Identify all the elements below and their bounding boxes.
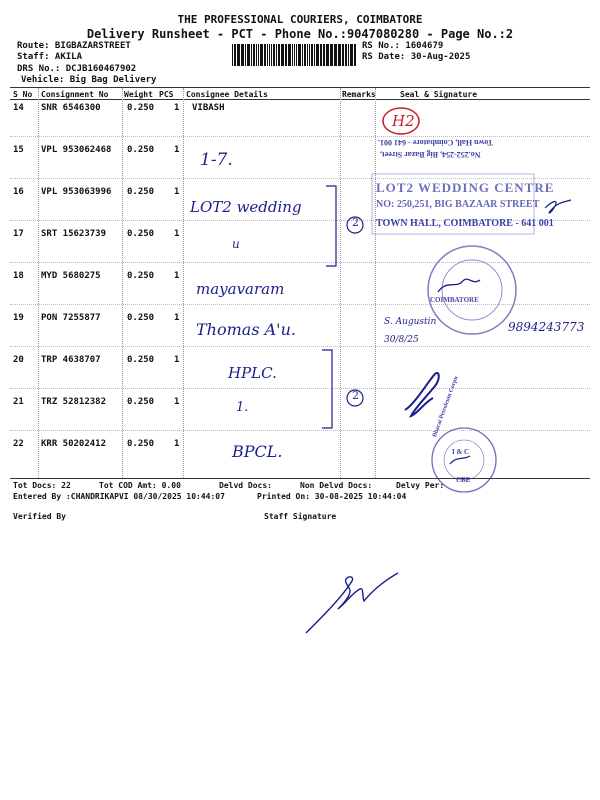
cell-consignee: VIBASH	[192, 103, 225, 113]
cell-consignment-no: SRT 15623739	[41, 229, 107, 239]
bracket-circle-2	[347, 390, 363, 406]
red-seal-mark: H2	[392, 112, 415, 130]
col-header-consignee: Consignee Details	[186, 90, 268, 99]
col-header-pcs: PCS	[159, 90, 174, 99]
cell-weight: 0.250	[127, 397, 155, 407]
cell-pcs: 1	[174, 145, 180, 155]
stamp-round-18: COIMBATORE	[430, 296, 479, 304]
cell-sno: 21	[13, 397, 24, 407]
bracket-count-2: 2	[352, 389, 359, 402]
cell-weight: 0.250	[127, 145, 155, 155]
cell-consignment-no: PON 7255877	[41, 313, 101, 323]
cell-sno: 17	[13, 229, 24, 239]
signature-row19: S. Augustin 30/8/25	[384, 317, 437, 345]
handwriting-row21: 1.	[236, 400, 249, 415]
cell-pcs: 1	[174, 439, 180, 449]
cell-consignment-no: KRR 50202412	[41, 439, 107, 449]
stamp-townhall-line2: No.252-254, Big Bazar Street,	[380, 150, 481, 159]
footer-tot-cod: Tot COD Amt: 0.00	[99, 481, 181, 490]
handwriting-row22: BPCL.	[232, 442, 283, 461]
stamp-wedding-line3: TOWN HALL, COIMBATORE - 641 001	[376, 218, 554, 229]
cell-weight: 0.250	[127, 187, 155, 197]
handwriting-row20: HPLC.	[228, 364, 277, 382]
cell-consignment-no: TRP 4638707	[41, 355, 101, 365]
cell-weight: 0.250	[127, 355, 155, 365]
handwriting-row16: LOT2 wedding	[190, 198, 302, 216]
bracket-rows-16-17	[326, 186, 336, 266]
signature-row18	[438, 279, 480, 292]
footer-delvy-per: Delvy Per:	[396, 481, 445, 490]
cell-sno: 19	[13, 313, 24, 323]
route-label: Route: BIGBAZARSTREET	[17, 41, 131, 51]
signature-scribble-16	[545, 200, 571, 213]
col-header-seal: Seal & Signature	[400, 90, 478, 99]
cell-weight: 0.250	[127, 313, 155, 323]
wedding-stamp-border	[372, 174, 534, 234]
cell-pcs: 1	[174, 355, 180, 365]
staff-label: Staff: AKILA	[17, 52, 83, 62]
footer-printed-on: Printed On: 30-08-2025 10:44:04	[257, 492, 407, 501]
handwriting-row19: Thomas A'u.	[196, 320, 296, 339]
cell-pcs: 1	[174, 397, 180, 407]
cell-weight: 0.250	[127, 439, 155, 449]
cell-consignment-no: SNR 6546300	[41, 103, 101, 113]
cell-sno: 18	[13, 271, 24, 281]
round-stamp-18-inner	[442, 260, 502, 320]
cell-consignment-no: VPL 953062468	[41, 145, 112, 155]
cell-pcs: 1	[174, 229, 180, 239]
round-stamp-22-inner	[444, 440, 484, 480]
cell-pcs: 1	[174, 187, 180, 197]
verified-by-label: Verified By	[13, 512, 66, 521]
red-oval-seal	[383, 108, 419, 134]
cell-consignment-no: VPL 953063996	[41, 187, 112, 197]
stamp-wedding-line2: NO: 250,251, BIG BAZAAR STREET	[376, 199, 540, 210]
col-header-weight: Weight	[124, 90, 153, 99]
cell-sno: 16	[13, 187, 24, 197]
signature-scribble-20	[405, 373, 439, 416]
cell-sno: 15	[13, 145, 24, 155]
handwriting-row17: u	[232, 237, 240, 251]
cell-sno: 20	[13, 355, 24, 365]
col-header-remarks: Remarks	[342, 90, 376, 99]
cell-weight: 0.250	[127, 229, 155, 239]
company-title: THE PROFESSIONAL COURIERS, COIMBATORE	[177, 13, 423, 26]
bracket-rows-20-21	[322, 350, 332, 428]
cell-consignment-no: TRZ 52812382	[41, 397, 107, 407]
round-stamp-18-outer	[428, 246, 516, 334]
rs-number: RS No.: 1604679	[362, 41, 444, 51]
col-header-sno: S No	[13, 90, 33, 99]
stamp-bpcl-cbe: CBE	[456, 476, 471, 484]
footer-tot-docs: Tot Docs: 22	[13, 481, 71, 490]
footer-non-delvd: Non Delvd Docs:	[300, 481, 373, 490]
signature-row22	[450, 456, 470, 464]
handwriting-row15: 1-7.	[200, 150, 233, 170]
cell-pcs: 1	[174, 271, 180, 281]
cell-pcs: 1	[174, 103, 180, 113]
staff-signature	[306, 573, 398, 633]
drs-number: DRS No.: DCJB160467902	[17, 64, 137, 74]
phone-row19: 9894243773	[508, 320, 585, 334]
cell-weight: 0.250	[127, 103, 155, 113]
bracket-circle-1	[347, 217, 363, 233]
cell-pcs: 1	[174, 313, 180, 323]
cell-weight: 0.250	[127, 271, 155, 281]
cell-sno: 14	[13, 103, 24, 113]
col-header-consignment: Consignment No	[41, 90, 109, 99]
stamp-townhall-line1: Town Hall, Coimbatore - 641 001.	[378, 138, 493, 147]
staff-signature-label: Staff Signature	[264, 512, 337, 521]
stamp-bpcl-ic: I & C	[452, 448, 470, 456]
cell-sno: 22	[13, 439, 24, 449]
rs-date: RS Date: 30-Aug-2025	[362, 52, 471, 62]
handwriting-row18: mayavaram	[196, 280, 285, 298]
runsheet-subtitle: Delivery Runsheet - PCT - Phone No.:9047080280 - Page No.:2	[86, 27, 514, 41]
bracket-count-1: 2	[352, 216, 359, 229]
stamp-wedding-line1: LOT2 WEDDING CENTRE	[376, 180, 555, 195]
footer-entered-by: Entered By :CHANDRIKAPVI 08/30/2025 10:44:07	[13, 492, 225, 501]
cell-consignment-no: MYD 5680275	[41, 271, 101, 281]
stamp-bpcl-arc: Bharat Petroleum Corpn	[432, 375, 460, 439]
vehicle-label: Vehicle: Big Bag Delivery	[21, 75, 157, 85]
footer-delvd: Delvd Docs:	[219, 481, 272, 490]
